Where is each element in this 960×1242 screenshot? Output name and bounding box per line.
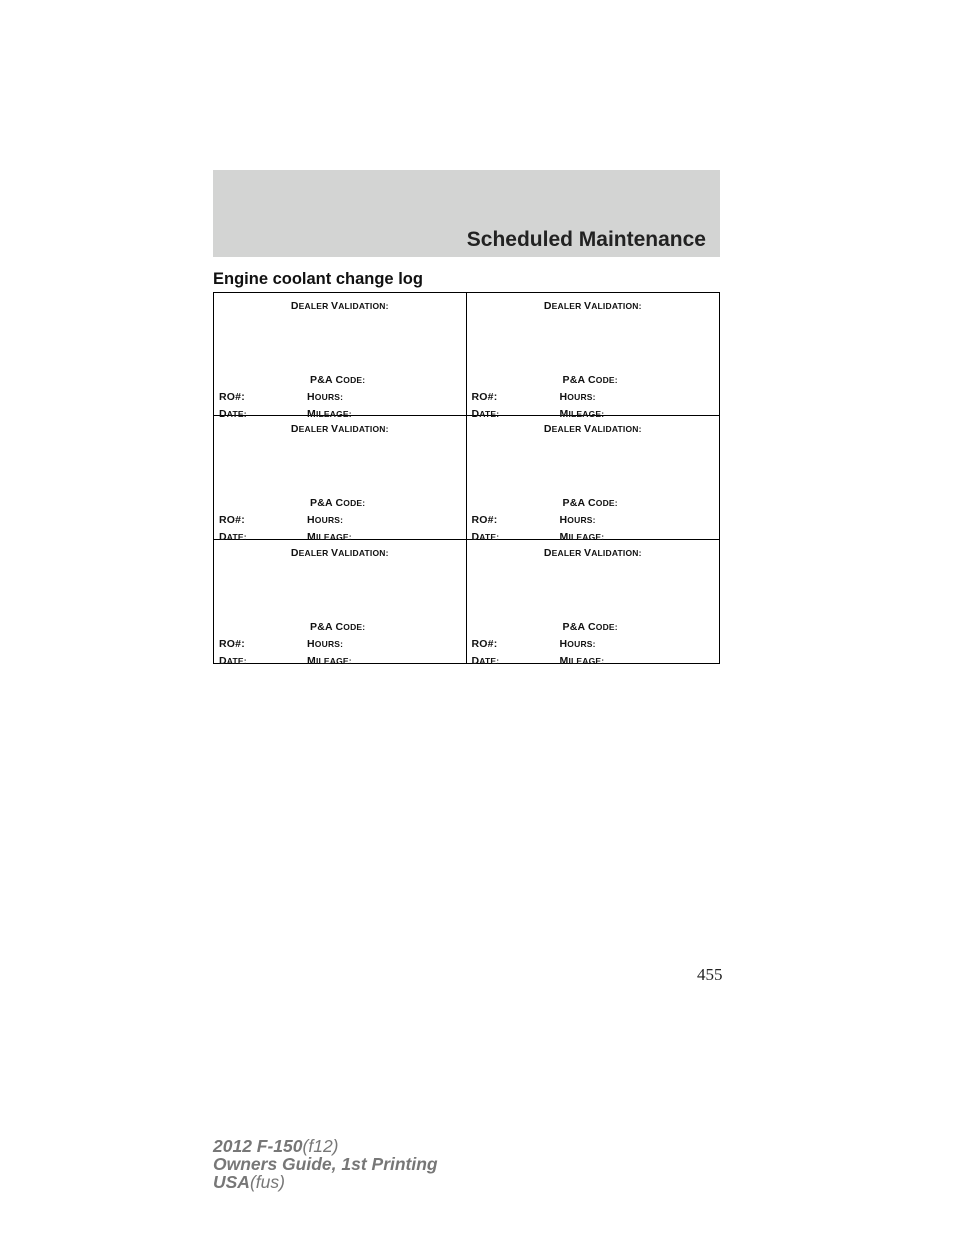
hours-label: HOURS: (307, 514, 344, 527)
hours-label: HOURS: (559, 391, 596, 403)
pa-code-label: P&A CODE: (310, 497, 366, 510)
mileage-label: MILEAGE: (559, 531, 605, 544)
date-label: DATE: (471, 654, 500, 667)
mileage-label: MILEAGE: (307, 531, 352, 544)
date-label: DATE: (219, 654, 247, 667)
log-entry-cell-r1-c1 (214, 293, 467, 420)
ro-number-label: RO#: (219, 637, 245, 650)
coolant-change-log-table (213, 292, 720, 667)
mileage-label: MILEAGE: (307, 408, 352, 420)
hours-label: HOURS: (307, 637, 344, 650)
log-entry-cell-r2-c1 (214, 416, 467, 544)
mileage-label: MILEAGE: (559, 654, 605, 667)
dealer-validation-label: DEALER VALIDATION: (290, 300, 389, 312)
dealer-validation-label: DEALER VALIDATION: (290, 546, 389, 559)
log-entry-cell-r2-c2 (467, 416, 720, 544)
ro-number-label: RO#: (219, 391, 245, 403)
date-label: DATE: (471, 531, 500, 544)
log-entry-cell-r3-c1 (214, 540, 467, 667)
pa-code-label: P&A CODE: (310, 620, 366, 633)
footer-print-info (213, 1137, 438, 1191)
log-entry-cell-r3-c2 (467, 540, 720, 667)
hours-label: HOURS: (559, 514, 596, 527)
dealer-validation-label: DEALER VALIDATION: (290, 423, 389, 436)
ro-number-label: RO#: (471, 514, 498, 527)
date-label: DATE: (219, 531, 247, 544)
dealer-validation-label: DEALER VALIDATION: (543, 546, 642, 559)
date-label: DATE: (219, 408, 247, 420)
page-number: 455 (697, 965, 723, 984)
date-label: DATE: (471, 408, 500, 420)
header-band (213, 170, 720, 257)
pa-code-label: P&A CODE: (562, 374, 618, 386)
ro-number-label: RO#: (471, 391, 498, 403)
mileage-label: MILEAGE: (559, 408, 605, 420)
ro-number-label: RO#: (471, 637, 498, 650)
log-entry-cell-r1-c2 (467, 293, 720, 420)
hours-label: HOURS: (559, 637, 596, 650)
header-title: Scheduled Maintenance (466, 228, 706, 251)
footer-line-edition: Owners Guide, 1st Printing (213, 1154, 438, 1174)
hours-label: HOURS: (307, 391, 344, 403)
footer-line-model: 2012 F-150(f12) (213, 1136, 339, 1156)
ro-number-label: RO#: (219, 514, 245, 527)
dealer-validation-label: DEALER VALIDATION: (543, 423, 642, 436)
pa-code-label: P&A CODE: (562, 497, 618, 510)
pa-code-label: P&A CODE: (562, 620, 618, 633)
mileage-label: MILEAGE: (307, 654, 352, 667)
dealer-validation-label: DEALER VALIDATION: (543, 300, 642, 312)
section-title: Engine coolant change log (213, 270, 423, 288)
pa-code-label: P&A CODE: (310, 374, 366, 386)
footer-line-market: USA(fus) (213, 1172, 285, 1192)
